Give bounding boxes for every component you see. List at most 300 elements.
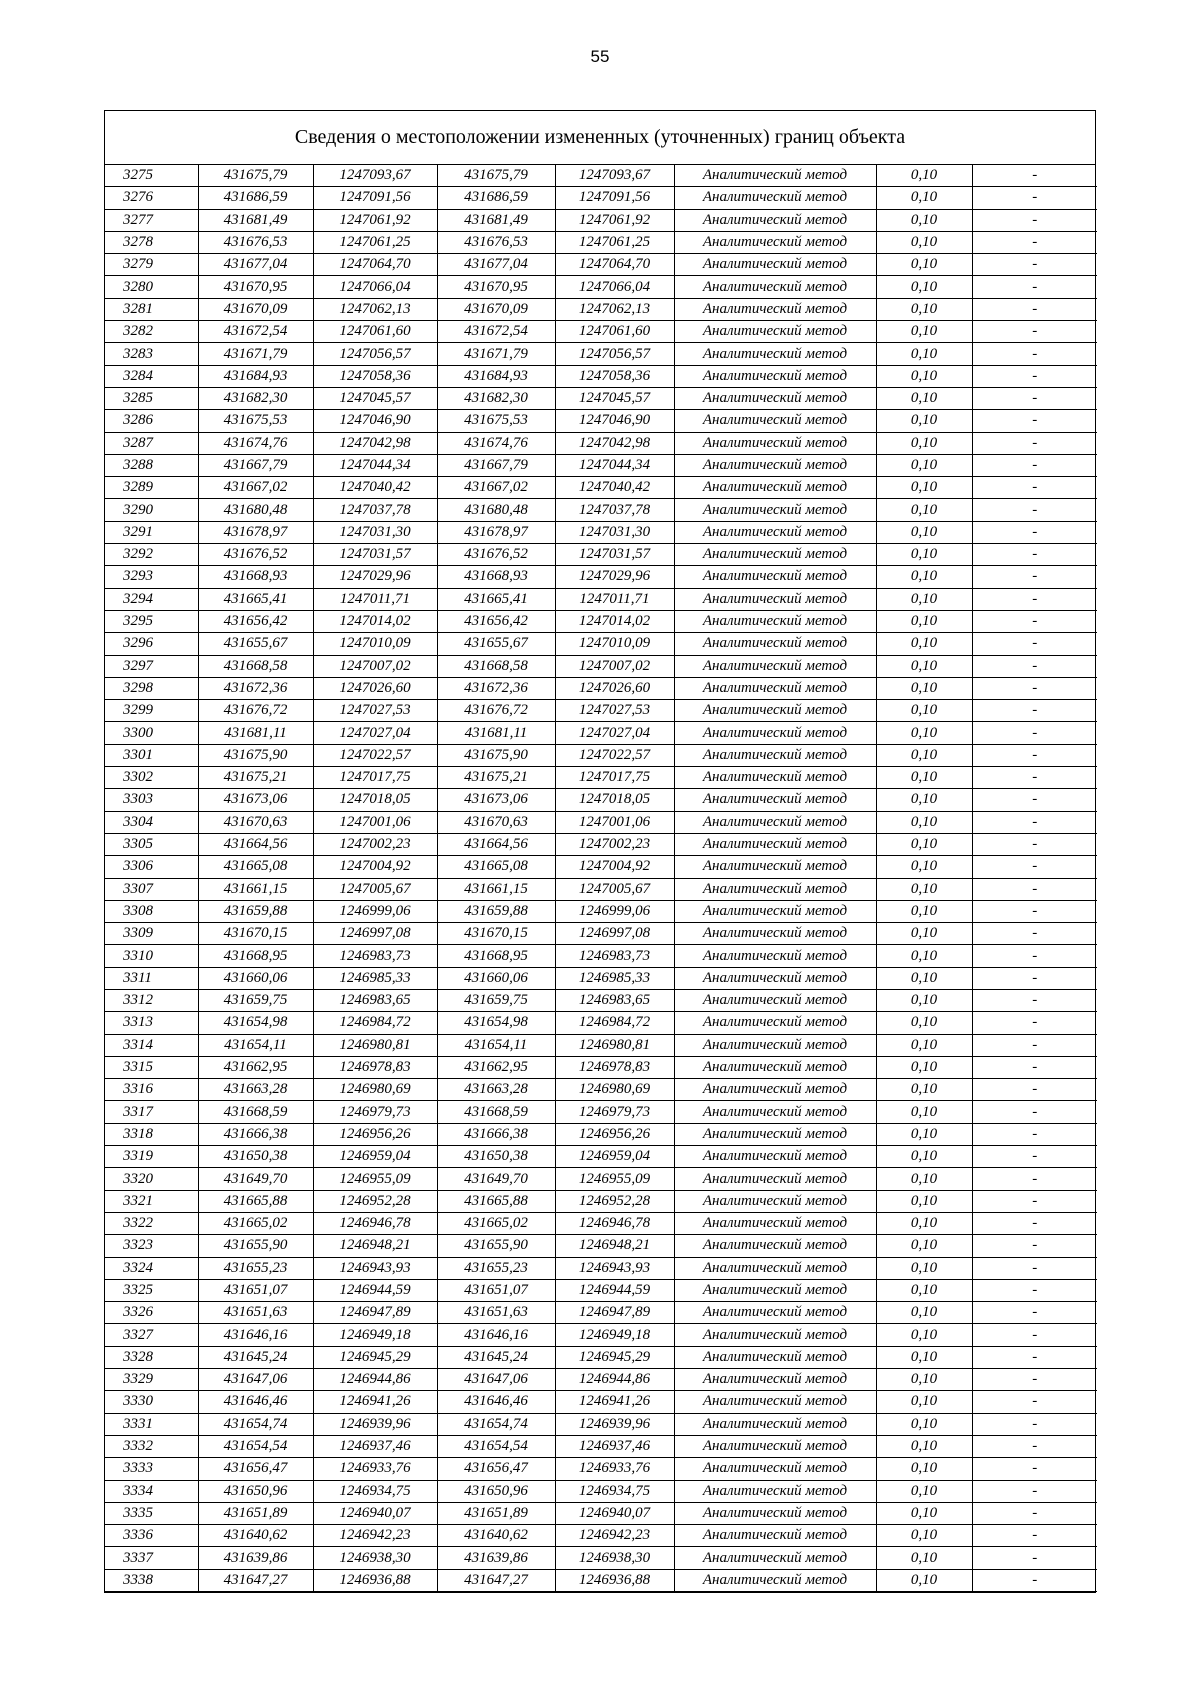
point-number-cell: 3305 bbox=[105, 833, 198, 855]
point-number-cell: 3336 bbox=[105, 1525, 198, 1547]
point-number-cell: 3302 bbox=[105, 767, 198, 789]
table-row bbox=[105, 610, 1097, 632]
new-y-cell: 1246938,30 bbox=[555, 1547, 674, 1569]
old-x-cell: 431668,59 bbox=[198, 1101, 313, 1123]
new-y-cell: 1247027,04 bbox=[555, 722, 674, 744]
description-cell: - bbox=[972, 544, 1097, 566]
old-y-cell: 1246938,30 bbox=[313, 1547, 437, 1569]
new-x-cell: 431676,52 bbox=[437, 544, 555, 566]
old-y-cell: 1246956,26 bbox=[313, 1123, 437, 1145]
description-cell: - bbox=[972, 1168, 1097, 1190]
old-x-cell: 431665,02 bbox=[198, 1212, 313, 1234]
old-x-cell: 431676,52 bbox=[198, 544, 313, 566]
method-cell: Аналитический метод bbox=[674, 722, 876, 744]
method-cell: Аналитический метод bbox=[674, 789, 876, 811]
method-cell: Аналитический метод bbox=[674, 1190, 876, 1212]
method-cell: Аналитический метод bbox=[674, 432, 876, 454]
new-x-cell: 431663,28 bbox=[437, 1079, 555, 1101]
description-cell: - bbox=[972, 744, 1097, 766]
description-cell: - bbox=[972, 410, 1097, 432]
accuracy-cell: 0,10 bbox=[876, 1279, 972, 1301]
method-cell: Аналитический метод bbox=[674, 900, 876, 922]
accuracy-cell: 0,10 bbox=[876, 1413, 972, 1435]
description-cell: - bbox=[972, 477, 1097, 499]
old-y-cell: 1247017,75 bbox=[313, 767, 437, 789]
new-x-cell: 431673,06 bbox=[437, 789, 555, 811]
point-number-cell: 3328 bbox=[105, 1346, 198, 1368]
description-cell: - bbox=[972, 254, 1097, 276]
new-x-cell: 431677,04 bbox=[437, 254, 555, 276]
old-x-cell: 431650,96 bbox=[198, 1480, 313, 1502]
new-y-cell: 1246979,73 bbox=[555, 1101, 674, 1123]
method-cell: Аналитический метод bbox=[674, 655, 876, 677]
old-y-cell: 1247066,04 bbox=[313, 276, 437, 298]
new-y-cell: 1247018,05 bbox=[555, 789, 674, 811]
table-row bbox=[105, 677, 1097, 699]
method-cell: Аналитический метод bbox=[674, 1458, 876, 1480]
new-y-cell: 1247093,67 bbox=[555, 165, 674, 187]
accuracy-cell: 0,10 bbox=[876, 499, 972, 521]
new-x-cell: 431681,11 bbox=[437, 722, 555, 744]
method-cell: Аналитический метод bbox=[674, 945, 876, 967]
method-cell: Аналитический метод bbox=[674, 1123, 876, 1145]
new-y-cell: 1247062,13 bbox=[555, 298, 674, 320]
new-x-cell: 431647,06 bbox=[437, 1369, 555, 1391]
point-number-cell: 3276 bbox=[105, 187, 198, 209]
new-x-cell: 431649,70 bbox=[437, 1168, 555, 1190]
old-y-cell: 1246983,65 bbox=[313, 989, 437, 1011]
method-cell: Аналитический метод bbox=[674, 1391, 876, 1413]
accuracy-cell: 0,10 bbox=[876, 365, 972, 387]
table-row bbox=[105, 1034, 1097, 1056]
table-row bbox=[105, 811, 1097, 833]
point-number-cell: 3334 bbox=[105, 1480, 198, 1502]
table-row bbox=[105, 1502, 1097, 1524]
new-y-cell: 1246940,07 bbox=[555, 1502, 674, 1524]
accuracy-cell: 0,10 bbox=[876, 1435, 972, 1457]
accuracy-cell: 0,10 bbox=[876, 633, 972, 655]
new-y-cell: 1247026,60 bbox=[555, 677, 674, 699]
old-y-cell: 1246947,89 bbox=[313, 1302, 437, 1324]
method-cell: Аналитический метод bbox=[674, 566, 876, 588]
accuracy-cell: 0,10 bbox=[876, 722, 972, 744]
description-cell: - bbox=[972, 967, 1097, 989]
old-y-cell: 1247056,57 bbox=[313, 343, 437, 365]
description-cell: - bbox=[972, 833, 1097, 855]
description-cell: - bbox=[972, 1346, 1097, 1368]
old-y-cell: 1246946,78 bbox=[313, 1212, 437, 1234]
new-x-cell: 431651,63 bbox=[437, 1302, 555, 1324]
method-cell: Аналитический метод bbox=[674, 343, 876, 365]
point-number-cell: 3296 bbox=[105, 633, 198, 655]
table-row bbox=[105, 588, 1097, 610]
new-x-cell: 431670,63 bbox=[437, 811, 555, 833]
method-cell: Аналитический метод bbox=[674, 521, 876, 543]
new-x-cell: 431665,88 bbox=[437, 1190, 555, 1212]
description-cell: - bbox=[972, 321, 1097, 343]
new-x-cell: 431647,27 bbox=[437, 1569, 555, 1591]
table-body bbox=[105, 165, 1097, 1592]
method-cell: Аналитический метод bbox=[674, 811, 876, 833]
new-y-cell: 1246941,26 bbox=[555, 1391, 674, 1413]
new-x-cell: 431639,86 bbox=[437, 1547, 555, 1569]
method-cell: Аналитический метод bbox=[674, 1502, 876, 1524]
accuracy-cell: 0,10 bbox=[876, 1012, 972, 1034]
accuracy-cell: 0,10 bbox=[876, 1569, 972, 1591]
new-x-cell: 431655,90 bbox=[437, 1235, 555, 1257]
point-number-cell: 3282 bbox=[105, 321, 198, 343]
description-cell: - bbox=[972, 365, 1097, 387]
table-row bbox=[105, 722, 1097, 744]
new-y-cell: 1246944,59 bbox=[555, 1279, 674, 1301]
point-number-cell: 3304 bbox=[105, 811, 198, 833]
old-x-cell: 431667,79 bbox=[198, 454, 313, 476]
old-x-cell: 431647,27 bbox=[198, 1569, 313, 1591]
description-cell: - bbox=[972, 900, 1097, 922]
old-x-cell: 431678,97 bbox=[198, 521, 313, 543]
point-number-cell: 3315 bbox=[105, 1056, 198, 1078]
old-y-cell: 1246948,21 bbox=[313, 1235, 437, 1257]
accuracy-cell: 0,10 bbox=[876, 945, 972, 967]
point-number-cell: 3292 bbox=[105, 544, 198, 566]
new-x-cell: 431668,93 bbox=[437, 566, 555, 588]
old-y-cell: 1246979,73 bbox=[313, 1101, 437, 1123]
description-cell: - bbox=[972, 789, 1097, 811]
new-y-cell: 1246944,86 bbox=[555, 1369, 674, 1391]
description-cell: - bbox=[972, 767, 1097, 789]
method-cell: Аналитический метод bbox=[674, 1257, 876, 1279]
method-cell: Аналитический метод bbox=[674, 499, 876, 521]
description-cell: - bbox=[972, 1525, 1097, 1547]
method-cell: Аналитический метод bbox=[674, 967, 876, 989]
new-y-cell: 1247017,75 bbox=[555, 767, 674, 789]
point-number-cell: 3325 bbox=[105, 1279, 198, 1301]
table-row bbox=[105, 343, 1097, 365]
point-number-cell: 3294 bbox=[105, 588, 198, 610]
table-row bbox=[105, 454, 1097, 476]
point-number-cell: 3290 bbox=[105, 499, 198, 521]
new-y-cell: 1246997,08 bbox=[555, 923, 674, 945]
old-x-cell: 431677,04 bbox=[198, 254, 313, 276]
new-y-cell: 1247031,30 bbox=[555, 521, 674, 543]
method-cell: Аналитический метод bbox=[674, 1235, 876, 1257]
description-cell: - bbox=[972, 1502, 1097, 1524]
point-number-cell: 3277 bbox=[105, 209, 198, 231]
new-x-cell: 431672,54 bbox=[437, 321, 555, 343]
table-row bbox=[105, 1257, 1097, 1279]
old-x-cell: 431651,63 bbox=[198, 1302, 313, 1324]
old-y-cell: 1247061,92 bbox=[313, 209, 437, 231]
new-y-cell: 1246937,46 bbox=[555, 1435, 674, 1457]
old-x-cell: 431665,88 bbox=[198, 1190, 313, 1212]
description-cell: - bbox=[972, 1302, 1097, 1324]
table-row bbox=[105, 655, 1097, 677]
accuracy-cell: 0,10 bbox=[876, 1346, 972, 1368]
point-number-cell: 3313 bbox=[105, 1012, 198, 1034]
old-x-cell: 431684,93 bbox=[198, 365, 313, 387]
accuracy-cell: 0,10 bbox=[876, 521, 972, 543]
old-y-cell: 1247022,57 bbox=[313, 744, 437, 766]
method-cell: Аналитический метод bbox=[674, 1012, 876, 1034]
new-y-cell: 1247058,36 bbox=[555, 365, 674, 387]
description-cell: - bbox=[972, 722, 1097, 744]
new-x-cell: 431667,02 bbox=[437, 477, 555, 499]
old-y-cell: 1247002,23 bbox=[313, 833, 437, 855]
old-y-cell: 1246949,18 bbox=[313, 1324, 437, 1346]
table-row bbox=[105, 1123, 1097, 1145]
table-row bbox=[105, 1391, 1097, 1413]
old-x-cell: 431656,47 bbox=[198, 1458, 313, 1480]
old-y-cell: 1246978,83 bbox=[313, 1056, 437, 1078]
point-number-cell: 3314 bbox=[105, 1034, 198, 1056]
old-x-cell: 431672,36 bbox=[198, 677, 313, 699]
point-number-cell: 3317 bbox=[105, 1101, 198, 1123]
new-y-cell: 1246939,96 bbox=[555, 1413, 674, 1435]
table-row bbox=[105, 1279, 1097, 1301]
accuracy-cell: 0,10 bbox=[876, 410, 972, 432]
description-cell: - bbox=[972, 1146, 1097, 1168]
method-cell: Аналитический метод bbox=[674, 923, 876, 945]
table-row bbox=[105, 566, 1097, 588]
method-cell: Аналитический метод bbox=[674, 1435, 876, 1457]
description-cell: - bbox=[972, 343, 1097, 365]
point-number-cell: 3288 bbox=[105, 454, 198, 476]
method-cell: Аналитический метод bbox=[674, 700, 876, 722]
old-y-cell: 1247061,25 bbox=[313, 231, 437, 253]
new-y-cell: 1247002,23 bbox=[555, 833, 674, 855]
accuracy-cell: 0,10 bbox=[876, 811, 972, 833]
accuracy-cell: 0,10 bbox=[876, 1034, 972, 1056]
table-row bbox=[105, 989, 1097, 1011]
description-cell: - bbox=[972, 1123, 1097, 1145]
description-cell: - bbox=[972, 1324, 1097, 1346]
old-x-cell: 431675,53 bbox=[198, 410, 313, 432]
accuracy-cell: 0,10 bbox=[876, 231, 972, 253]
old-y-cell: 1247027,04 bbox=[313, 722, 437, 744]
new-y-cell: 1246945,29 bbox=[555, 1346, 674, 1368]
table-row bbox=[105, 187, 1097, 209]
method-cell: Аналитический метод bbox=[674, 544, 876, 566]
old-x-cell: 431675,90 bbox=[198, 744, 313, 766]
description-cell: - bbox=[972, 1369, 1097, 1391]
description-cell: - bbox=[972, 1079, 1097, 1101]
description-cell: - bbox=[972, 165, 1097, 187]
old-x-cell: 431659,75 bbox=[198, 989, 313, 1011]
new-y-cell: 1247061,25 bbox=[555, 231, 674, 253]
table-row bbox=[105, 1212, 1097, 1234]
old-x-cell: 431654,54 bbox=[198, 1435, 313, 1457]
old-x-cell: 431654,74 bbox=[198, 1413, 313, 1435]
table-row bbox=[105, 744, 1097, 766]
description-cell: - bbox=[972, 655, 1097, 677]
accuracy-cell: 0,10 bbox=[876, 610, 972, 632]
accuracy-cell: 0,10 bbox=[876, 1480, 972, 1502]
description-cell: - bbox=[972, 454, 1097, 476]
table-row bbox=[105, 544, 1097, 566]
old-y-cell: 1247046,90 bbox=[313, 410, 437, 432]
old-x-cell: 431651,07 bbox=[198, 1279, 313, 1301]
description-cell: - bbox=[972, 1547, 1097, 1569]
description-cell: - bbox=[972, 1569, 1097, 1591]
old-y-cell: 1246952,28 bbox=[313, 1190, 437, 1212]
table-row bbox=[105, 967, 1097, 989]
description-cell: - bbox=[972, 1235, 1097, 1257]
old-y-cell: 1247091,56 bbox=[313, 187, 437, 209]
new-y-cell: 1247037,78 bbox=[555, 499, 674, 521]
old-y-cell: 1247029,96 bbox=[313, 566, 437, 588]
new-y-cell: 1247001,06 bbox=[555, 811, 674, 833]
accuracy-cell: 0,10 bbox=[876, 1391, 972, 1413]
accuracy-cell: 0,10 bbox=[876, 566, 972, 588]
table-row bbox=[105, 1235, 1097, 1257]
accuracy-cell: 0,10 bbox=[876, 165, 972, 187]
old-x-cell: 431662,95 bbox=[198, 1056, 313, 1078]
old-x-cell: 431665,08 bbox=[198, 856, 313, 878]
table-row bbox=[105, 878, 1097, 900]
new-y-cell: 1246936,88 bbox=[555, 1569, 674, 1591]
table-row bbox=[105, 1101, 1097, 1123]
new-x-cell: 431668,58 bbox=[437, 655, 555, 677]
point-number-cell: 3298 bbox=[105, 677, 198, 699]
new-x-cell: 431655,67 bbox=[437, 633, 555, 655]
point-number-cell: 3281 bbox=[105, 298, 198, 320]
old-x-cell: 431681,11 bbox=[198, 722, 313, 744]
new-y-cell: 1247040,42 bbox=[555, 477, 674, 499]
table-row bbox=[105, 1413, 1097, 1435]
old-y-cell: 1246944,86 bbox=[313, 1369, 437, 1391]
accuracy-cell: 0,10 bbox=[876, 1190, 972, 1212]
old-x-cell: 431668,93 bbox=[198, 566, 313, 588]
new-y-cell: 1246956,26 bbox=[555, 1123, 674, 1145]
new-y-cell: 1246985,33 bbox=[555, 967, 674, 989]
method-cell: Аналитический метод bbox=[674, 1079, 876, 1101]
description-cell: - bbox=[972, 923, 1097, 945]
accuracy-cell: 0,10 bbox=[876, 477, 972, 499]
old-x-cell: 431645,24 bbox=[198, 1346, 313, 1368]
accuracy-cell: 0,10 bbox=[876, 989, 972, 1011]
method-cell: Аналитический метод bbox=[674, 1034, 876, 1056]
method-cell: Аналитический метод bbox=[674, 1101, 876, 1123]
point-number-cell: 3308 bbox=[105, 900, 198, 922]
table-row bbox=[105, 1480, 1097, 1502]
description-cell: - bbox=[972, 209, 1097, 231]
table-row bbox=[105, 1302, 1097, 1324]
table-row bbox=[105, 387, 1097, 409]
description-cell: - bbox=[972, 298, 1097, 320]
accuracy-cell: 0,10 bbox=[876, 1502, 972, 1524]
table-row bbox=[105, 276, 1097, 298]
point-number-cell: 3311 bbox=[105, 967, 198, 989]
accuracy-cell: 0,10 bbox=[876, 1101, 972, 1123]
accuracy-cell: 0,10 bbox=[876, 387, 972, 409]
new-x-cell: 431659,75 bbox=[437, 989, 555, 1011]
description-cell: - bbox=[972, 856, 1097, 878]
old-y-cell: 1246983,73 bbox=[313, 945, 437, 967]
new-x-cell: 431681,49 bbox=[437, 209, 555, 231]
point-number-cell: 3310 bbox=[105, 945, 198, 967]
method-cell: Аналитический метод bbox=[674, 1369, 876, 1391]
table-row bbox=[105, 633, 1097, 655]
new-y-cell: 1247044,34 bbox=[555, 454, 674, 476]
point-number-cell: 3335 bbox=[105, 1502, 198, 1524]
accuracy-cell: 0,10 bbox=[876, 1235, 972, 1257]
table-row bbox=[105, 1324, 1097, 1346]
description-cell: - bbox=[972, 1413, 1097, 1435]
point-number-cell: 3321 bbox=[105, 1190, 198, 1212]
new-x-cell: 431659,88 bbox=[437, 900, 555, 922]
old-y-cell: 1246936,88 bbox=[313, 1569, 437, 1591]
old-x-cell: 431650,38 bbox=[198, 1146, 313, 1168]
new-x-cell: 431686,59 bbox=[437, 187, 555, 209]
method-cell: Аналитический метод bbox=[674, 1324, 876, 1346]
accuracy-cell: 0,10 bbox=[876, 1525, 972, 1547]
old-x-cell: 431655,67 bbox=[198, 633, 313, 655]
new-y-cell: 1247056,57 bbox=[555, 343, 674, 365]
coordinates-table bbox=[105, 165, 1097, 1592]
table-row bbox=[105, 432, 1097, 454]
description-cell: - bbox=[972, 387, 1097, 409]
table-row bbox=[105, 923, 1097, 945]
new-y-cell: 1246984,72 bbox=[555, 1012, 674, 1034]
description-cell: - bbox=[972, 432, 1097, 454]
description-cell: - bbox=[972, 989, 1097, 1011]
point-number-cell: 3306 bbox=[105, 856, 198, 878]
description-cell: - bbox=[972, 187, 1097, 209]
old-x-cell: 431676,53 bbox=[198, 231, 313, 253]
new-y-cell: 1246947,89 bbox=[555, 1302, 674, 1324]
new-x-cell: 431654,54 bbox=[437, 1435, 555, 1457]
accuracy-cell: 0,10 bbox=[876, 1079, 972, 1101]
description-cell: - bbox=[972, 1391, 1097, 1413]
old-x-cell: 431682,30 bbox=[198, 387, 313, 409]
new-y-cell: 1247061,92 bbox=[555, 209, 674, 231]
new-x-cell: 431670,95 bbox=[437, 276, 555, 298]
point-number-cell: 3316 bbox=[105, 1079, 198, 1101]
method-cell: Аналитический метод bbox=[674, 387, 876, 409]
new-x-cell: 431664,56 bbox=[437, 833, 555, 855]
point-number-cell: 3301 bbox=[105, 744, 198, 766]
new-y-cell: 1247014,02 bbox=[555, 610, 674, 632]
old-y-cell: 1246934,75 bbox=[313, 1480, 437, 1502]
method-cell: Аналитический метод bbox=[674, 298, 876, 320]
new-y-cell: 1247004,92 bbox=[555, 856, 674, 878]
accuracy-cell: 0,10 bbox=[876, 923, 972, 945]
accuracy-cell: 0,10 bbox=[876, 1123, 972, 1145]
method-cell: Аналитический метод bbox=[674, 610, 876, 632]
old-y-cell: 1247093,67 bbox=[313, 165, 437, 187]
accuracy-cell: 0,10 bbox=[876, 900, 972, 922]
point-number-cell: 3279 bbox=[105, 254, 198, 276]
new-x-cell: 431667,79 bbox=[437, 454, 555, 476]
old-y-cell: 1247004,92 bbox=[313, 856, 437, 878]
point-number-cell: 3280 bbox=[105, 276, 198, 298]
new-x-cell: 431678,97 bbox=[437, 521, 555, 543]
method-cell: Аналитический метод bbox=[674, 878, 876, 900]
new-x-cell: 431676,53 bbox=[437, 231, 555, 253]
old-y-cell: 1246943,93 bbox=[313, 1257, 437, 1279]
new-x-cell: 431671,79 bbox=[437, 343, 555, 365]
old-y-cell: 1247018,05 bbox=[313, 789, 437, 811]
new-y-cell: 1246959,04 bbox=[555, 1146, 674, 1168]
point-number-cell: 3287 bbox=[105, 432, 198, 454]
accuracy-cell: 0,10 bbox=[876, 321, 972, 343]
new-x-cell: 431665,02 bbox=[437, 1212, 555, 1234]
table-row bbox=[105, 1525, 1097, 1547]
method-cell: Аналитический метод bbox=[674, 1569, 876, 1591]
point-number-cell: 3285 bbox=[105, 387, 198, 409]
point-number-cell: 3295 bbox=[105, 610, 198, 632]
method-cell: Аналитический метод bbox=[674, 677, 876, 699]
